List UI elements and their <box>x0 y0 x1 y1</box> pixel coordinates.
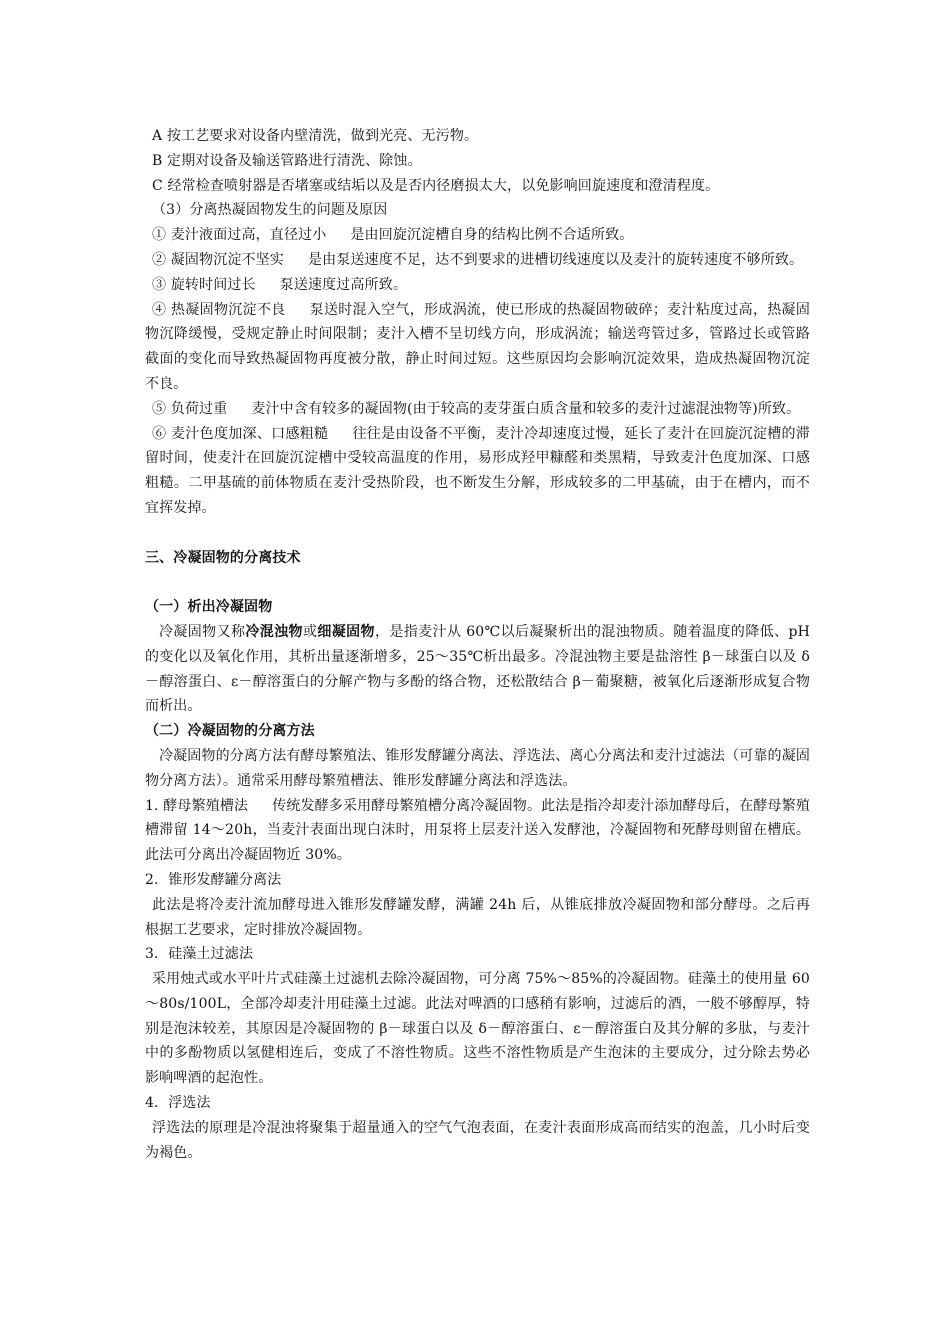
problem-title: ④ 热凝固物沉淀不良 <box>152 301 286 318</box>
problem-item-4 <box>145 298 810 397</box>
problem-item-2 <box>145 248 810 273</box>
bold-term: 冷混浊物 <box>245 623 303 640</box>
problem-text: 麦汁中含有较多的凝固物(由于较高的麦芽蛋白质含量和较多的麦汁过滤混浊物等)所致。 <box>251 400 801 417</box>
method-4-title: 4．浮选法 <box>145 1095 211 1112</box>
problem-title: ① 麦汁液面过高，直径过小 <box>152 227 327 244</box>
text-run: 冷凝固物又称 <box>159 623 246 640</box>
document-page <box>145 124 810 1165</box>
paragraph-cleaning-a: A 按工艺要求对设备内壁清洗，做到光亮、无污物。 <box>152 128 479 144</box>
problem-text: 是由泵送速度不足，达不到要求的进槽切线速度以及麦汁的旋转速度不够所致。 <box>307 251 804 268</box>
bold-term: 细凝固物 <box>317 623 375 640</box>
problem-title: ⑤ 负荷过重 <box>152 400 228 417</box>
method-1 <box>145 794 810 868</box>
problem-item-3 <box>145 273 810 298</box>
problem-text: 泵送时混入空气，形成涡流，使已形成的热凝固物破碎；麦汁粘度过高，热凝固物沉降缓慢，受规定静止时间限制；麦汁入槽不呈切线方向，形成涡流；输送弯管过多，管路过长或管路截面的变化而导致热凝固物再度被分散，静止时间过短。这些原因均会影响沉淀效果，造成热凝固物沉淀不良。 <box>145 301 811 392</box>
problem-title: ⑥ 麦汁色度加深、口感粗糙 <box>152 425 329 442</box>
method-4-text: 浮选法的原理是冷混浊将聚集于超量通入的空气气泡表面，在麦汁表面形成高而结实的泡盖，几小时后变为褐色。 <box>145 1119 810 1161</box>
problem-text: 是由回旋沉淀槽自身的结构比例不合适所致。 <box>350 227 634 244</box>
problem-item-5 <box>145 397 810 422</box>
method-2-text: 此法是将冷麦汁流加酵母进入锥形发酵罐发酵，满罐 24h 后，从锥底排放冷凝固物和部分酵母。之后再根据工艺要求，定时排放冷凝固物。 <box>145 896 810 938</box>
method-3-title: 3．硅藻土过滤法 <box>145 946 254 963</box>
problem-text: 往往是由设备不平衡，麦汁冷却速度过慢，延长了麦汁在回旋沉淀槽的滞留时间，使麦汁在回旋沉淀槽中受较高温度的作用，易形成羟甲糠醛和类黑精，导致麦汁色度加深、口感粗糙。二甲基硫的前体物质在麦汁受热阶段，也不断发生分解，形成较多的二甲基硫，由于在槽内，而不宜挥发掉。 <box>145 425 810 516</box>
subsection-heading-1: （一）析出冷凝固物 <box>145 599 273 616</box>
text-run: ，是指麦汁从 60℃以后凝聚析出的混浊物质。随着温度的降低、pH 的变化以及氧化作用，其析出量逐渐增多，25～35℃析出最多。冷混浊物主要是盐溶性 β－球蛋白以及 δ－醇溶蛋白、ε－醇溶蛋白的分解产物与多酚的络合物，还松散结合 β－葡聚糖，被氧化后逐渐形成复合物而析出。 <box>145 623 810 715</box>
method-3-text: 采用烛式或水平叶片式硅藻土过滤机去除冷凝固物，可分离 75%～85%的冷凝固物。硅藻土的使用量 60～80s/100L，全部冷却麦汁用硅藻土过滤。此法对啤酒的口感稍有影响，过滤后的酒，一般不够醇厚，特别是泡沫较差，其原因是冷凝固物的 β－球蛋白以及 δ－醇溶蛋白、ε－醇溶蛋白及其分解的多肽，与麦汁中的多酚物质以氢健相连后，变成了不溶性物质。这些不溶性物质是产生泡沫的主要成分，过分除去势必影响啤酒的起泡性。 <box>145 971 810 1087</box>
paragraph-cleaning-b: B 定期对设备及输送管路进行清洗、除蚀。 <box>152 152 422 169</box>
paragraph-cold-trub-definition <box>145 620 810 719</box>
problem-title: ③ 旋转时间过长 <box>152 276 256 293</box>
method-title: 1. 酵母繁殖槽法 <box>145 797 249 814</box>
problem-title: ② 凝固物沉淀不坚实 <box>152 251 284 268</box>
paragraph-methods-intro: 冷凝固物的分离方法有酵母繁殖法、锥形发酵罐分离法、浮选法、离心分离法和麦汁过滤法（可靠的凝固物分离方法）。通常采用酵母繁殖槽法、锥形发酵罐分离法和浮选法。 <box>145 747 810 789</box>
method-2-title: 2．锥形发酵罐分离法 <box>145 871 282 888</box>
problem-text: 泵送速度过高所致。 <box>279 276 408 293</box>
paragraph-cleaning-c: C 经常检查喷射器是否堵塞或结垢以及是否内径磨损太大，以免影响回旋速度和澄清程度。 <box>152 177 720 194</box>
method-text: 传统发酵多采用酵母繁殖槽分离冷凝固物。此法是指冷却麦汁添加酵母后，在酵母繁殖槽滞留 14～20h，当麦汁表面出现白沫时，用泵将上层麦汁送入发酵池，冷凝固物和死酵母则留在槽底。此法可分离出冷凝固物近 30%。 <box>145 797 810 864</box>
text-run: 或 <box>302 623 318 640</box>
problem-item-6 <box>145 422 810 521</box>
subsection-heading-2: （二）冷凝固物的分离方法 <box>145 723 315 740</box>
subheading-hot-trub-problems: （3）分离热凝固物发生的问题及原因 <box>152 202 388 219</box>
problem-item-1 <box>145 223 810 248</box>
section-heading-cold-trub: 三、冷凝固物的分离技术 <box>145 549 301 566</box>
